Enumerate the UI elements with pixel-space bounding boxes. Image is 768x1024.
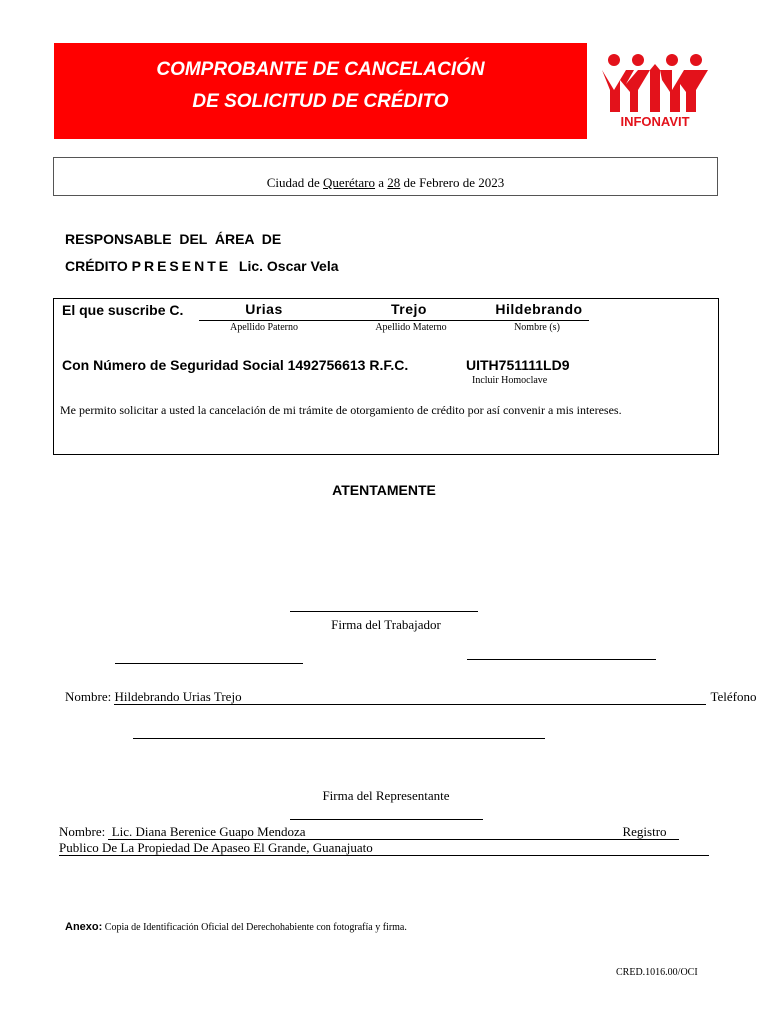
nombre-value: Hildebrando bbox=[495, 301, 583, 317]
apellido-materno-value: Trejo bbox=[391, 301, 427, 317]
form-code: CRED.1016.00/OCI bbox=[616, 967, 698, 978]
annex bbox=[65, 917, 407, 935]
worker-extra-line bbox=[133, 738, 545, 739]
worker-name-row bbox=[65, 689, 756, 705]
apellido-paterno-caption: Apellido Paterno bbox=[229, 322, 299, 333]
addressee-name: Lic. Oscar Vela bbox=[231, 258, 339, 274]
worker-signature-caption: Firma del Trabajador bbox=[331, 617, 441, 632]
annex-text: Copia de Identificación Oficial del Derechohabiente con fotografía y firma. bbox=[102, 922, 407, 933]
name-underline bbox=[199, 320, 589, 321]
date-prefix: Ciudad de bbox=[266, 175, 324, 190]
representative-name-value: Lic. Diana Berenice Guapo Mendoza bbox=[108, 825, 622, 840]
date-line bbox=[54, 175, 717, 191]
addressee-presente: PRESENTE bbox=[131, 258, 232, 274]
phone-label: Teléfono bbox=[710, 689, 757, 704]
left-blank-line bbox=[115, 663, 303, 664]
title-line-2: DE SOLICITUD DE CRÉDITO bbox=[192, 91, 449, 112]
date-city: Querétaro bbox=[323, 175, 376, 190]
request-box bbox=[53, 298, 719, 455]
representative-signature-caption: Firma del Representante bbox=[322, 788, 450, 803]
subscriber-label: El que suscribe C. bbox=[62, 302, 184, 318]
closing: ATENTAMENTE bbox=[332, 482, 436, 498]
nombre-caption: Nombre (s) bbox=[514, 322, 560, 333]
rfc-caption: Incluir Homoclave bbox=[472, 375, 548, 386]
registro-label: Registro bbox=[622, 825, 679, 840]
worker-signature-line bbox=[290, 611, 478, 612]
addressee-credito: CRÉDITO bbox=[65, 258, 132, 274]
representative-name-row bbox=[59, 824, 679, 840]
worker-name-label: Nombre: bbox=[65, 689, 115, 704]
annex-label: Anexo: bbox=[65, 921, 103, 933]
date-day: 28 bbox=[387, 175, 401, 190]
addressee-line-1: RESPONSABLE DEL ÁREA DE bbox=[65, 231, 282, 247]
infonavit-logo bbox=[600, 50, 710, 130]
date-suffix: de Febrero de 2023 bbox=[400, 175, 505, 190]
logo-text: INFONAVIT bbox=[620, 114, 690, 129]
title-line-1: COMPROBANTE DE CANCELACIÓN bbox=[156, 59, 485, 80]
infonavit-logo-icon bbox=[600, 50, 710, 130]
right-blank-line bbox=[467, 659, 656, 660]
nss-text: Con Número de Seguridad Social 1492756613 R.F.C. bbox=[62, 357, 409, 373]
representative-name-label: Nombre: bbox=[59, 824, 109, 839]
representative-signature-line bbox=[290, 819, 483, 820]
request-body: Me permito solicitar a usted la cancelación de mi trámite de otorgamiento de crédito por así convenir a mis intereses. bbox=[60, 403, 622, 417]
registro-line-2: Publico De La Propiedad De Apaseo El Grande, Guanajuato bbox=[59, 841, 709, 856]
header-banner bbox=[54, 43, 587, 139]
addressee-line-2 bbox=[65, 253, 339, 280]
apellido-materno-caption: Apellido Materno bbox=[375, 322, 447, 333]
addressee bbox=[65, 226, 339, 280]
date-connector: a bbox=[375, 175, 388, 190]
apellido-paterno-value: Urias bbox=[245, 301, 283, 317]
rfc-value: UITH751111LD9 bbox=[466, 357, 570, 373]
worker-name-value: Hildebrando Urias Trejo bbox=[114, 690, 706, 705]
date-box bbox=[53, 157, 718, 196]
